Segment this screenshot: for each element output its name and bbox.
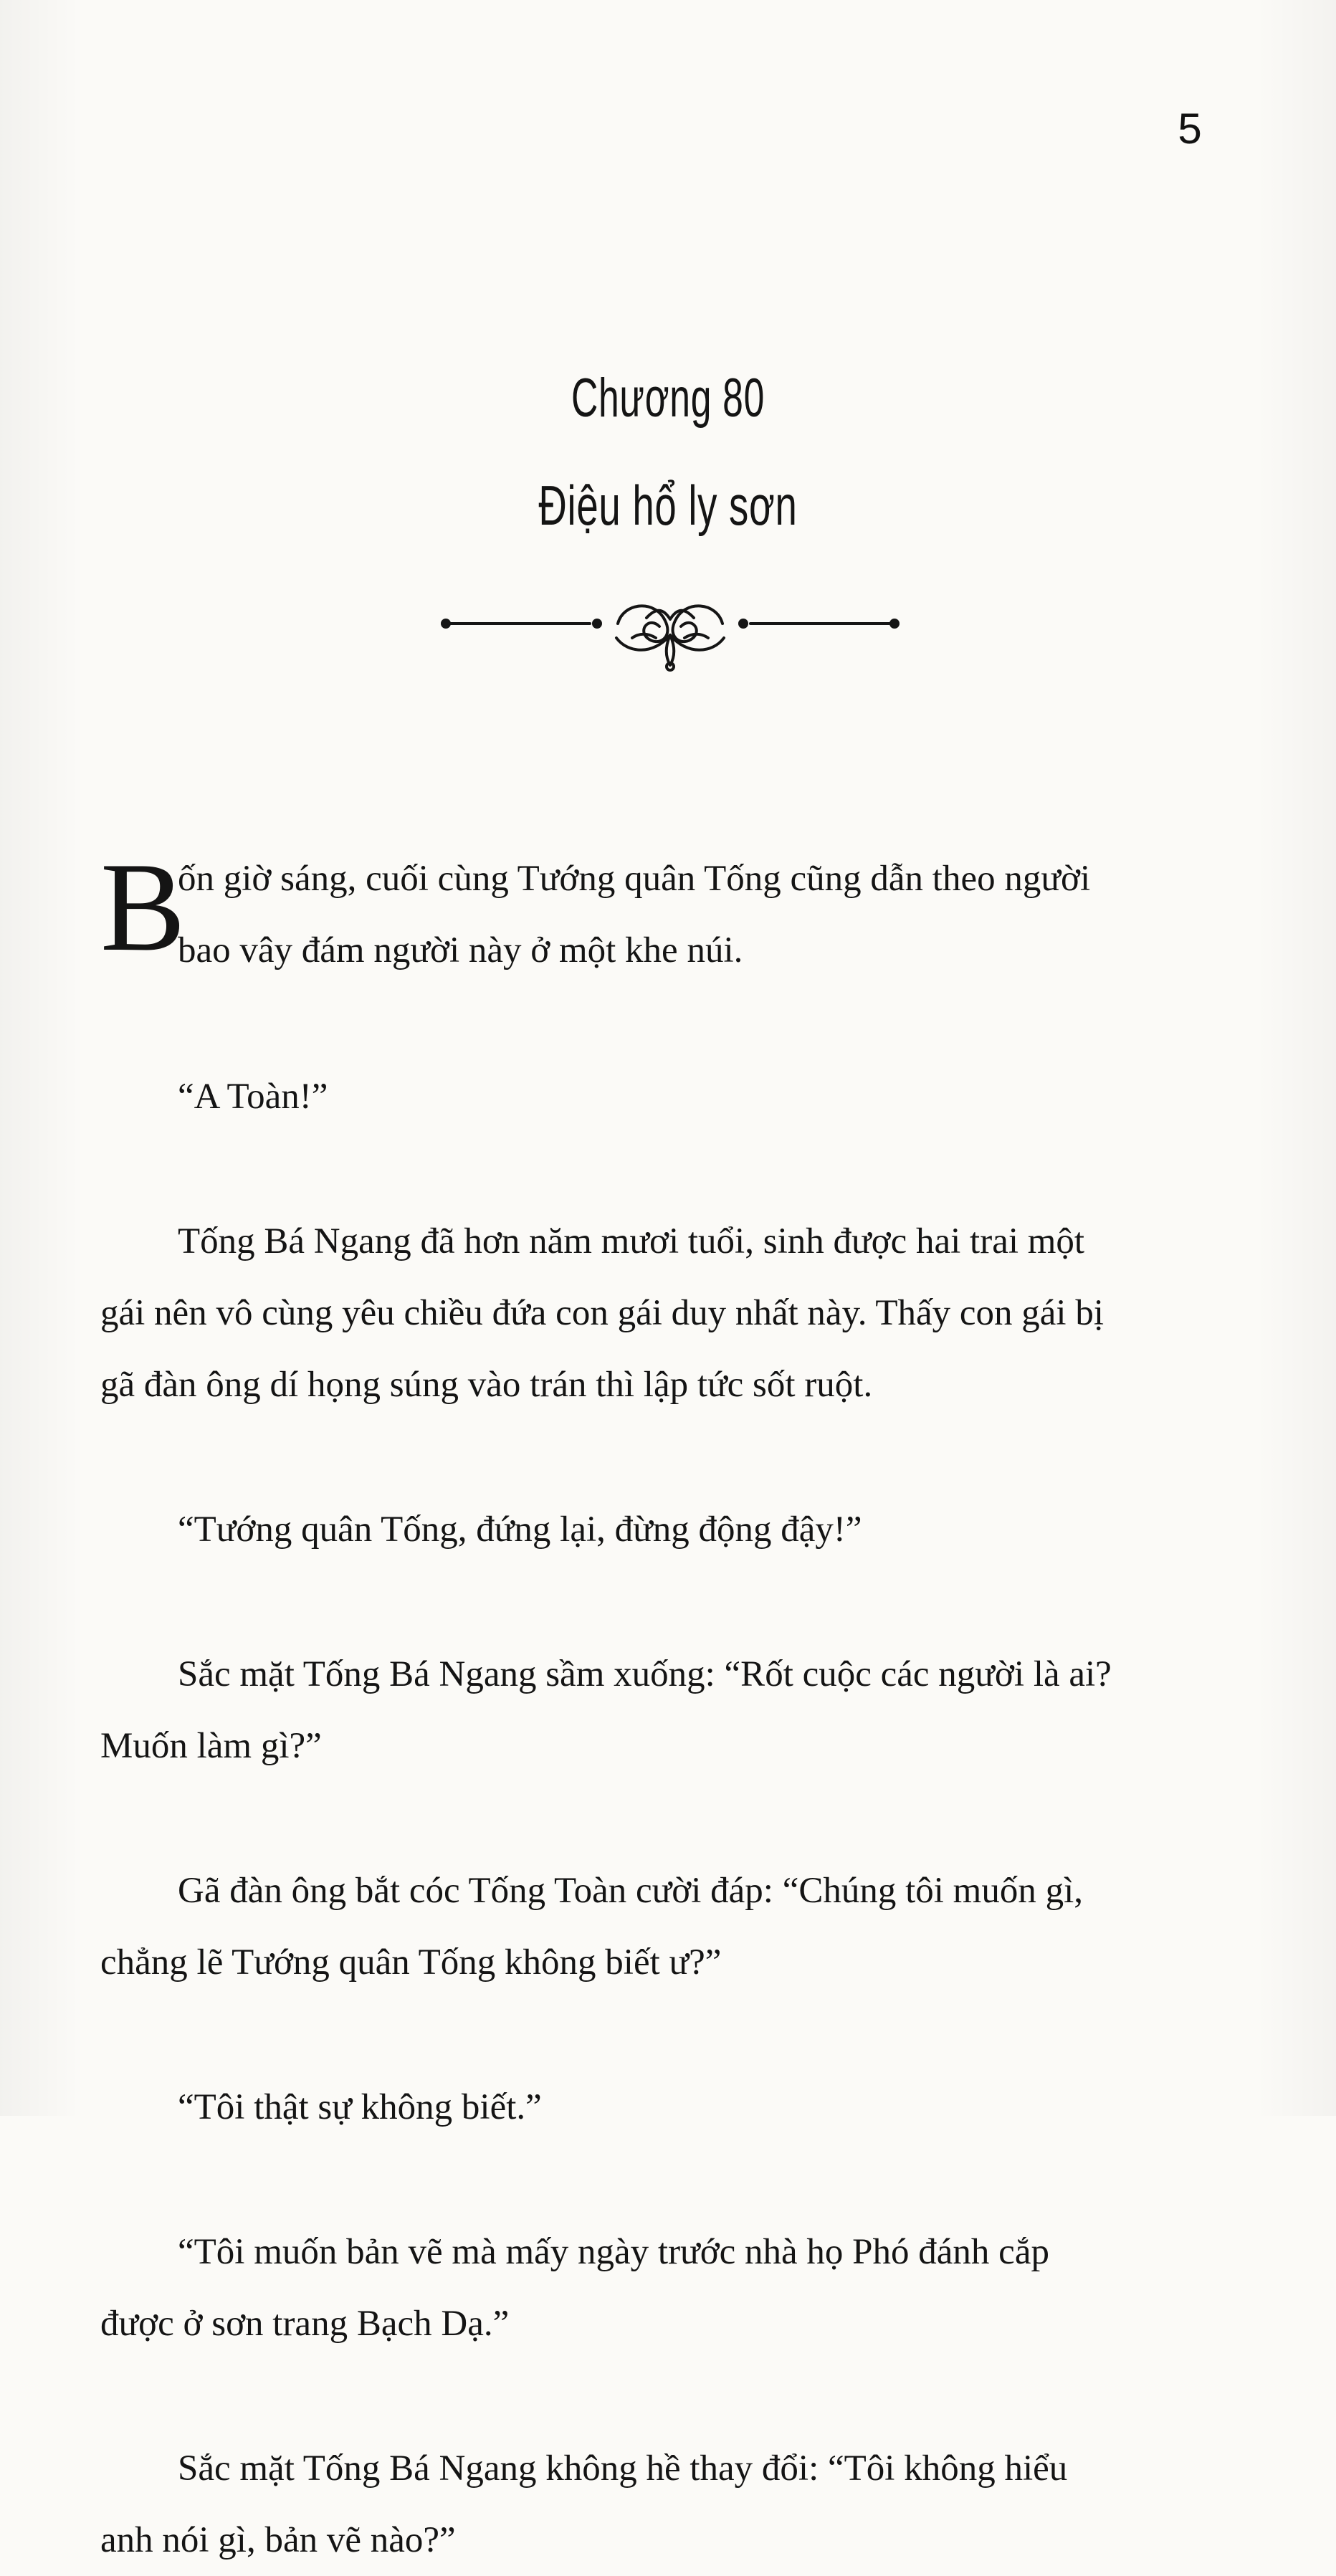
paragraph-line: chẳng lẽ Tướng quân Tống không biết ư?” (100, 1942, 722, 1983)
paragraph-line: được ở sơn trang Bạch Dạ.” (100, 2304, 510, 2344)
drop-cap: B (100, 836, 186, 978)
paragraph-line: Gã đàn ông bắt cóc Tống Toàn cười đáp: “Chúng tôi muốn gì, (178, 1871, 1084, 1911)
decorative-divider-icon (437, 593, 903, 672)
paragraph-line: Sắc mặt Tống Bá Ngang không hề thay đổi: “Tôi không hiểu (178, 2448, 1068, 2489)
chapter-body (100, 836, 1210, 2576)
paragraph-line: anh nói gì, bản vẽ nào?” (100, 2520, 456, 2560)
paragraph-line: gã đàn ông dí họng súng vào trán thì lập tức sốt ruột. (100, 1365, 873, 1405)
paragraph-line: “Tôi muốn bản vẽ mà mấy ngày trước nhà họ Phó đánh cắp (178, 2232, 1049, 2272)
opening-line-2: bao vây đám người này ở một khe núi. (178, 930, 743, 970)
opening-paragraph (100, 836, 1210, 986)
page-number: 5 (1178, 105, 1202, 153)
paragraph-line: Sắc mặt Tống Bá Ngang sầm xuống: “Rốt cuộc các người là ai? (178, 1654, 1112, 1694)
dialogue-line: “Tướng quân Tống, đứng lại, đừng động đậy!” (178, 1509, 862, 1550)
chapter-number: Chương 80 (571, 368, 765, 429)
paragraph-line: Tống Bá Ngang đã hơn năm mươi tuổi, sinh được hai trai một (178, 1221, 1085, 1261)
paragraph-line: Muốn làm gì?” (100, 1726, 322, 1766)
chapter-title: Điệu hổ ly sơn (538, 474, 798, 537)
opening-line-1: ốn giờ sáng, cuối cùng Tướng quân Tống cũng dẫn theo người (178, 859, 1091, 899)
dialogue-a-toan: “A Toàn!” (178, 1077, 328, 1117)
dialogue-line: “Tôi thật sự không biết.” (178, 2087, 542, 2127)
paragraph-line: gái nên vô cùng yêu chiều đứa con gái duy nhất này. Thấy con gái bị (100, 1293, 1104, 1333)
